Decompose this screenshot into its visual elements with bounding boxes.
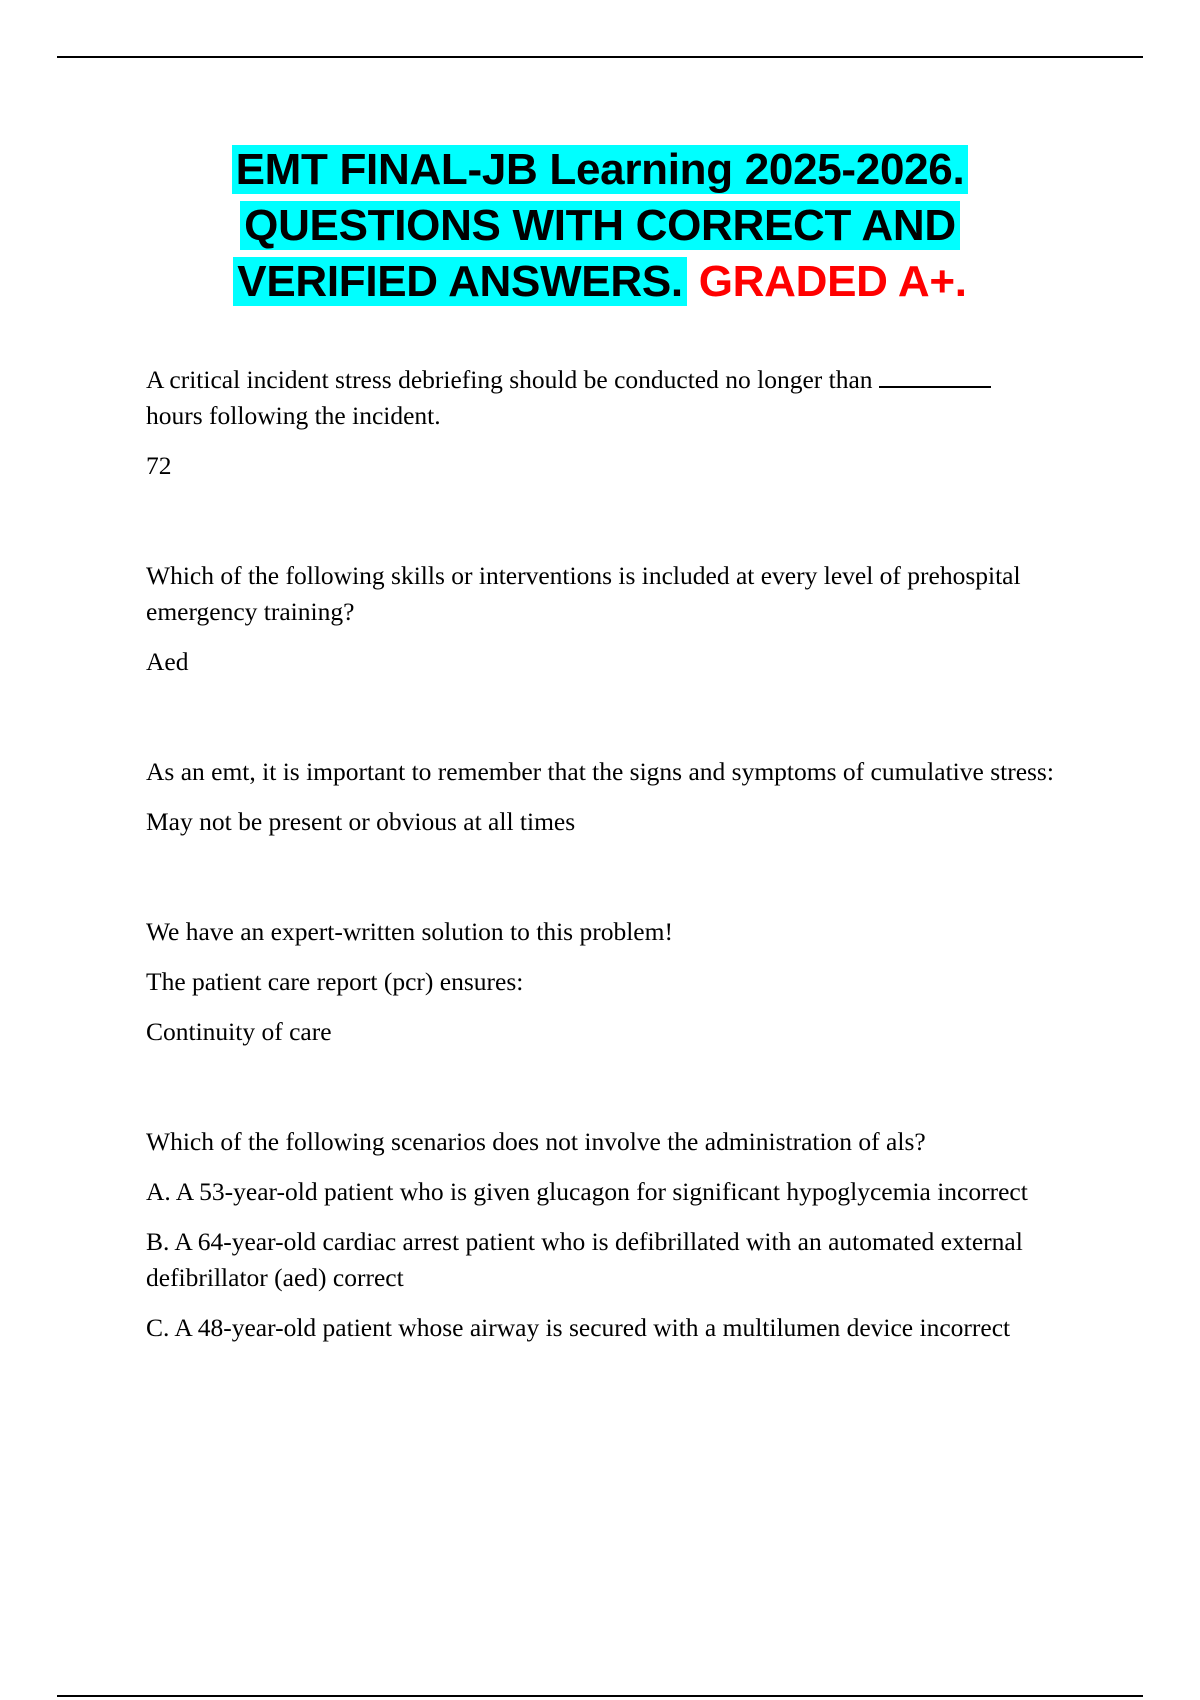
question-2: Which of the following skills or interventions is included at every level of prehospital emergency training? bbox=[146, 561, 1021, 626]
expert-solution-note: We have an expert-written solution to this problem! bbox=[146, 917, 673, 946]
option-c: C. A 48-year-old patient whose airway is secured with a multilumen device incorrect bbox=[146, 1313, 1011, 1342]
top-rule bbox=[57, 56, 1143, 58]
qa-content bbox=[146, 362, 1076, 1420]
question-3: As an emt, it is important to remember that the signs and symptoms of cumulative stress: bbox=[146, 757, 1054, 786]
qa-item-3 bbox=[146, 754, 1076, 840]
qa-item-1 bbox=[146, 362, 1076, 484]
grade-label: GRADED A+. bbox=[698, 257, 967, 306]
qa-item-2 bbox=[146, 558, 1076, 680]
title-line-2: QUESTIONS WITH CORRECT AND bbox=[240, 201, 960, 250]
option-a: A. A 53-year-old patient who is given glucagon for significant hypoglycemia incorrect bbox=[146, 1177, 1028, 1206]
title-line-1: EMT FINAL-JB Learning 2025-2026. bbox=[232, 145, 969, 194]
title-line-3: VERIFIED ANSWERS. bbox=[233, 257, 687, 306]
document-title bbox=[0, 142, 1200, 310]
question-4: The patient care report (pcr) ensures: bbox=[146, 967, 524, 996]
question-5: Which of the following scenarios does not involve the administration of als? bbox=[146, 1127, 926, 1156]
question-1 bbox=[146, 362, 1076, 434]
qa-item-5 bbox=[146, 1124, 1076, 1346]
answer-2: Aed bbox=[146, 647, 189, 676]
question-1-text: A critical incident stress debriefing should be conducted no longer than bbox=[146, 365, 873, 394]
qa-item-4 bbox=[146, 914, 1076, 1050]
bottom-rule bbox=[57, 1695, 1143, 1697]
answer-3: May not be present or obvious at all times bbox=[146, 807, 576, 836]
answer-1: 72 bbox=[146, 451, 172, 480]
option-b: B. A 64-year-old cardiac arrest patient who is defibrillated with an automated external defibrillator (aed) correct bbox=[146, 1227, 1023, 1292]
answer-4: Continuity of care bbox=[146, 1017, 332, 1046]
answer-blank bbox=[879, 362, 991, 388]
question-1-continued: hours following the incident. bbox=[146, 401, 441, 430]
